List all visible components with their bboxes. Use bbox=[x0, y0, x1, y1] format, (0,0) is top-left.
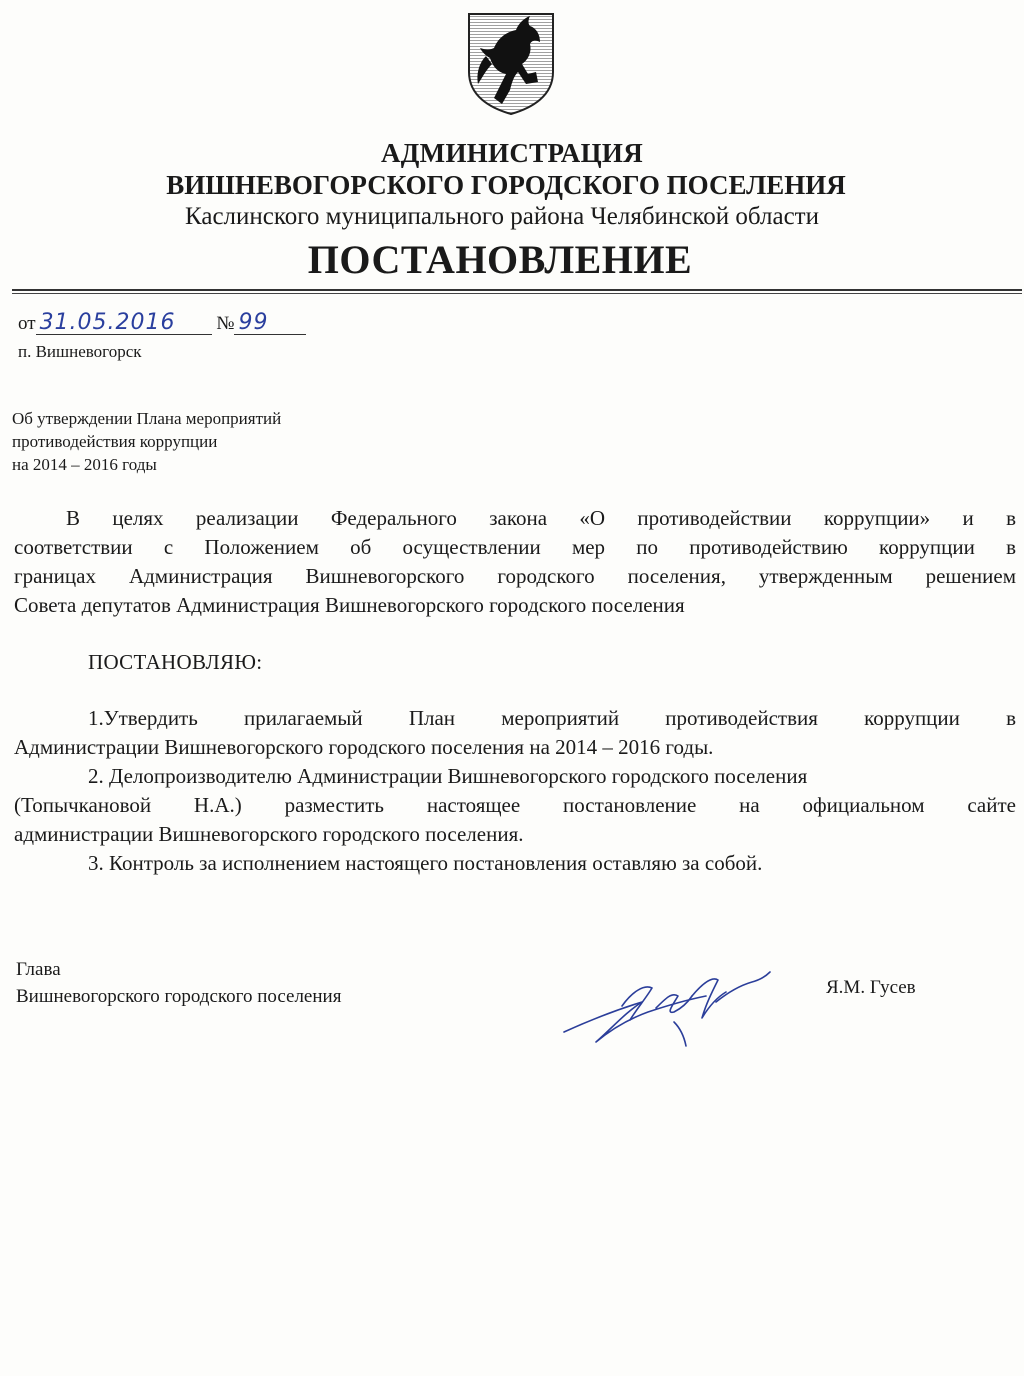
item-1-line: 1.Утвердить прилагаемый План мероприятий противодействия коррупции в bbox=[88, 706, 1016, 730]
number-label: № bbox=[216, 313, 235, 334]
signatory-name: Я.М. Гусев bbox=[826, 977, 916, 998]
document-type-title: ПОСТАНОВЛЕНИЕ bbox=[307, 237, 693, 282]
decree-word: ПОСТАНОВЛЯЮ: bbox=[88, 650, 263, 674]
org-name-line2: ВИШНЕВОГОРСКОГО ГОРОДСКОГО ПОСЕЛЕНИЯ bbox=[166, 170, 846, 200]
item-3-line: 3. Контроль за исполнением настоящего постановления оставляю за собой. bbox=[88, 851, 763, 875]
handwritten-date: 31.05.2016 bbox=[39, 310, 176, 335]
date-number-line bbox=[18, 312, 306, 335]
date-blank bbox=[36, 312, 212, 335]
item-2-line: администрации Вишневогорского городского поселения. bbox=[14, 822, 524, 846]
org-region-line: Каслинского муниципального района Челябинской области bbox=[185, 203, 819, 230]
subject-line: противодействия коррупции bbox=[12, 432, 218, 451]
from-label: от bbox=[18, 313, 36, 334]
subject-line: на 2014 – 2016 годы bbox=[12, 455, 157, 474]
decree-items bbox=[14, 704, 1016, 878]
signatory-title bbox=[16, 956, 341, 1010]
item-2-line: (Топычкановой Н.А.) разместить настоящее постановление на официальном сайте bbox=[14, 793, 1016, 817]
coat-of-arms-icon bbox=[466, 12, 556, 116]
org-name-line1: АДМИНИСТРАЦИЯ bbox=[380, 138, 643, 168]
header-divider-thick bbox=[12, 289, 1022, 291]
document-subject bbox=[12, 407, 281, 476]
item-1-line: Администрации Вишневогорского городского поселения на 2014 – 2016 годы. bbox=[14, 735, 714, 759]
handwritten-signature-icon bbox=[556, 962, 776, 1052]
signatory-title-line: Глава bbox=[16, 959, 61, 980]
preamble-line: границах Администрация Вишневогорского городского поселения, утвержденным решением bbox=[14, 564, 1016, 588]
handwritten-number: 99 bbox=[238, 310, 269, 335]
preamble-line: В целях реализации Федерального закона «О противодействии коррупции» и в bbox=[66, 506, 1016, 530]
signatory-title-line: Вишневогорского городского поселения bbox=[16, 986, 342, 1007]
preamble-paragraph bbox=[14, 504, 1016, 620]
place-of-issue: п. Вишневогорск bbox=[18, 342, 142, 361]
number-blank bbox=[234, 312, 306, 335]
subject-line: Об утверждении Плана мероприятий bbox=[12, 409, 282, 428]
item-2-line: 2. Делопроизводителю Администрации Вишневогорского городского поселения bbox=[88, 764, 808, 788]
header-divider-thin bbox=[12, 293, 1022, 294]
preamble-line: соответствии с Положением об осуществлении мер по противодействию коррупции в bbox=[14, 535, 1016, 559]
preamble-line: Совета депутатов Администрация Вишневогорского городского поселения bbox=[14, 593, 685, 617]
